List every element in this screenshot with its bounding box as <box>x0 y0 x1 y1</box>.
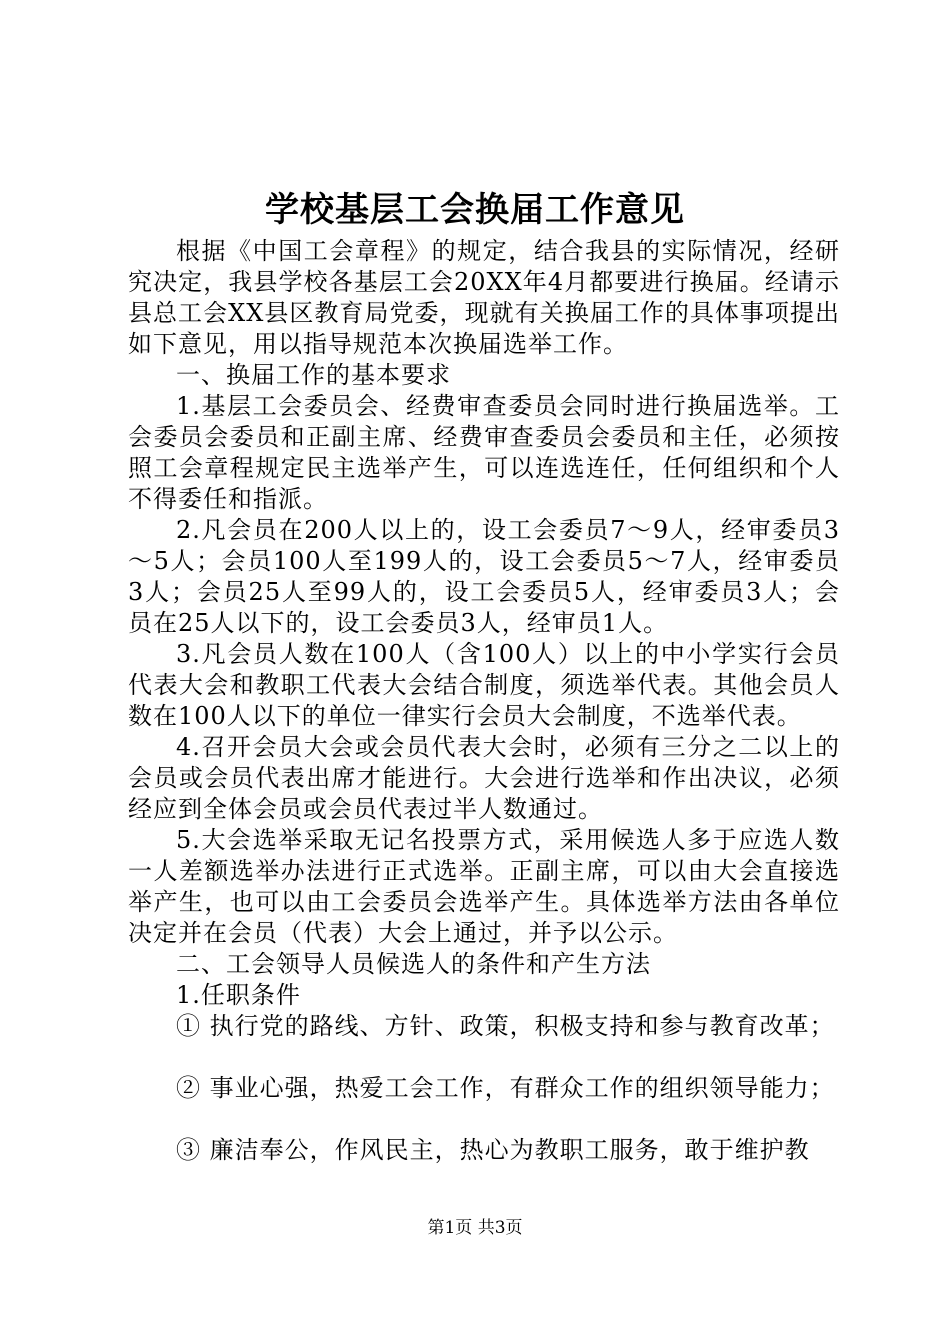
list-item-condition-2: ② 事业心强，热爱工会工作，有群众工作的组织领导能力； <box>176 1074 835 1102</box>
paragraph-item-2: 2.凡会员在200人以上的，设工会委员7～9人，经审委员3～5人；会员100人至199人的，设工会委员5～7人，经审委员3人；会员25人至99人的，设工会委员5人，经审委员3人；会员在25人以下的，设工会委员3人，经审员1人。 <box>128 516 840 637</box>
heading-basic-requirements: 一、换届工作的基本要求 <box>176 361 451 389</box>
subheading-qualifications: 1.任职条件 <box>176 981 301 1009</box>
paragraph-intro: 根据《中国工会章程》的规定，结合我县的实际情况，经研究决定，我县学校各基层工会20XX年4月都要进行换届。经请示县总工会XX县区教育局党委，现就有关换届工作的具体事项提出如下意见，用以指导规范本次换届选举工作。 <box>128 237 840 358</box>
heading-candidate-conditions: 二、工会领导人员候选人的条件和产生方法 <box>176 950 651 978</box>
document-title: 学校基层工会换届工作意见 <box>265 190 685 230</box>
page-footer: 第1页 共3页 <box>427 1218 523 1238</box>
document-body <box>128 236 840 1166</box>
paragraph-item-1: 1.基层工会委员会、经费审查委员会同时进行换届选举。工会委员会委员和正副主席、经费审查委员会委员和主任，必须按照工会章程规定民主选举产生，可以连选连任，任何组织和个人不得委任和指派。 <box>128 392 840 513</box>
paragraph-item-3: 3.凡会员人数在100人（含100人）以上的中小学实行会员代表大会和教职工代表大会结合制度，须选举代表。其他会员人数在100人以下的单位一律实行会员大会制度，不选举代表。 <box>128 640 840 730</box>
list-item-condition-1: ① 执行党的路线、方针、政策，积极支持和参与教育改革； <box>176 1012 835 1040</box>
paragraph-item-4: 4.召开会员大会或会员代表大会时，必须有三分之二以上的会员或会员代表出席才能进行。大会进行选举和作出决议，必须经应到全体会员或会员代表过半人数通过。 <box>128 733 840 823</box>
paragraph-item-5: 5.大会选举采取无记名投票方式，采用候选人多于应选人数一人差额选举办法进行正式选举。正副主席，可以由大会直接选举产生，也可以由工会委员会选举产生。具体选举方法由各单位决定并在会员（代表）大会上通过，并予以公示。 <box>128 826 840 947</box>
list-item-condition-3: ③ 廉洁奉公，作风民主，热心为教职工服务，敢于维护教 <box>176 1136 810 1164</box>
